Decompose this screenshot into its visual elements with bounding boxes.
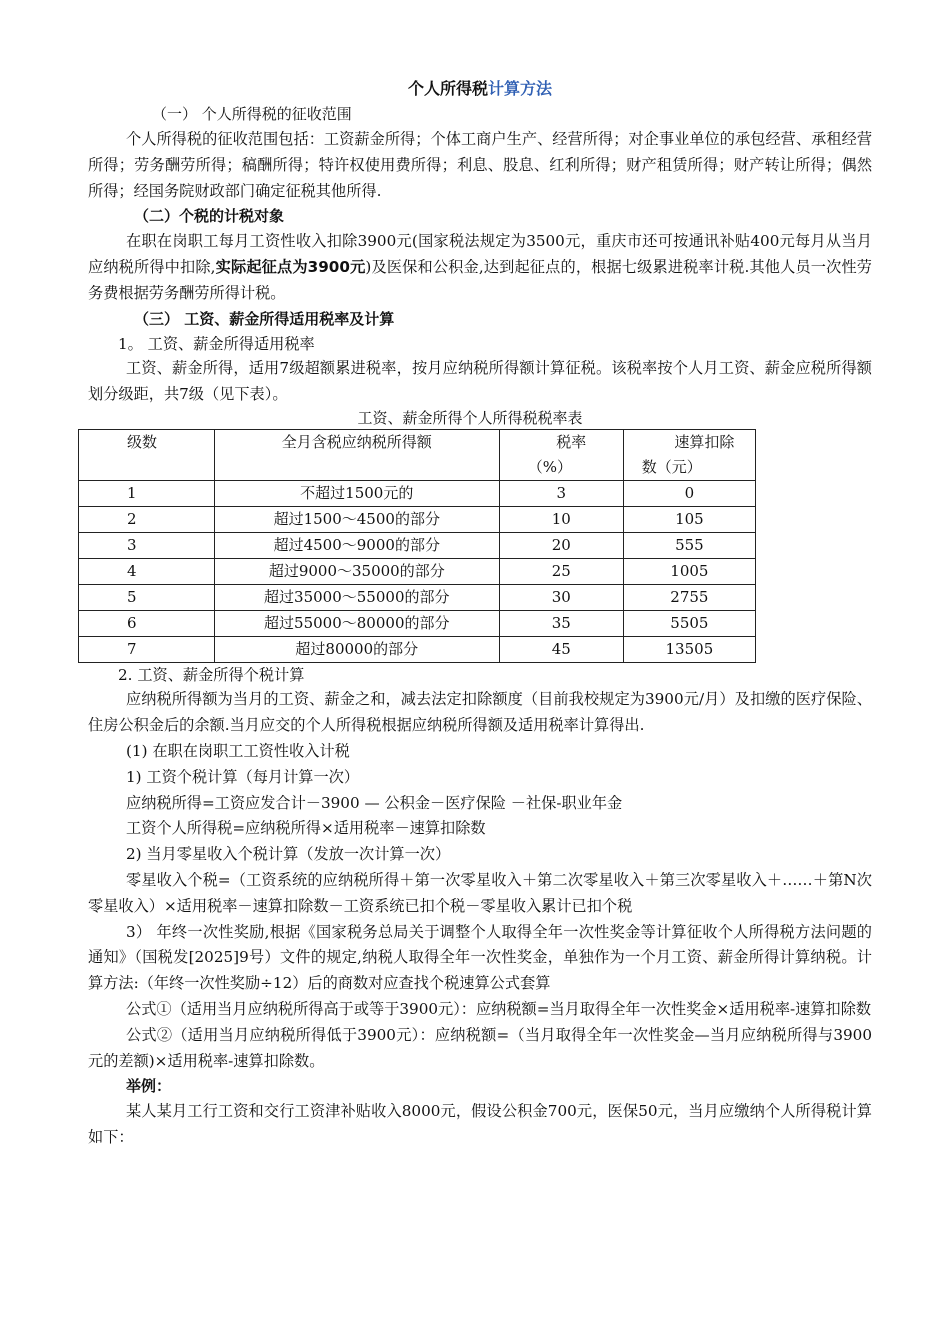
formula-b: 公式②（适用当月应纳税所得低于3900元）：应纳税额=（当月取得全年一次性奖金—当月应纳税所得与3900元的差额)×适用税率-速算扣除数。 [88,1025,872,1070]
row-rate: 35 [499,611,623,637]
header-deduct-line1: 速算扣除 [674,433,735,452]
row-deduct: 13505 [623,637,755,663]
row-level: 5 [79,585,215,611]
calc-sub2: 2. 工资、薪金所得个税计算 [118,666,305,685]
table-row [79,637,756,663]
row-range: 超过80000的部分 [214,637,499,663]
row-deduct: 2755 [623,585,755,611]
table-row [79,611,756,637]
row-rate: 3 [499,481,623,507]
table-row [79,585,756,611]
header-deduct [623,430,755,481]
row-range: 超过9000～35000的部分 [214,559,499,585]
section-3-sub1: 1。 工资、薪金所得适用税率 [118,334,315,353]
calc-item1-3: 3） 年终一次性奖励,根据《国家税务总局关于调整个人取得全年一次性奖金等计算征收个人所得税方法问题的通知》（国税发[2025]9号）文件的规定,纳税人取得全年一次性奖金，单独作为一个月工资、薪金所得计算纳税。计算方法:（年终一次性奖励÷12）后的商数对应查找个税速算公式套算 [88,922,872,993]
row-range: 超过55000～80000的部分 [214,611,499,637]
header-range: 全月含税应纳税所得额 [214,430,499,481]
row-level: 1 [79,481,215,507]
formula-sporadic-income: 零星收入个税=（工资系统的应纳税所得＋第一次零星收入＋第二次零星收入＋第三次零星收入＋……＋第N次零星收入）×适用税率－速算扣除数－工资系统已扣个税－零星收入累计已扣个税 [88,870,872,915]
table-row [79,481,756,507]
section-2-body [88,229,872,306]
section-1-body: 个人所得税的征收范围包括：工资薪金所得；个体工商户生产、经营所得；对企事业单位的承包经营、承租经营所得；劳务酬劳所得；稿酬所得；特许权使用费所得；利息、股息、红利所得；财产租赁所得；财产转让所得；偶然所得；经国务院财政部门确定征税其他所得. [88,130,872,200]
row-range: 超过1500～4500的部分 [214,507,499,533]
calc-item1: (1) 在职在岗职工工资性收入计税 [126,741,350,760]
title-main: 个人所得税 [407,79,488,98]
row-rate: 45 [499,637,623,663]
header-deduct-line2: 数（元） [641,458,702,477]
calc-item1-2: 2) 当月零星收入个税计算（发放一次计算一次） [126,845,451,864]
document-title [88,78,872,100]
example-body: 某人某月工行工资和交行工资津补贴收入8000元，假设公积金700元，医保50元，当月应缴纳个人所得税计算如下： [88,1102,872,1147]
table-caption: 工资、薪金所得个人所得税税率表 [357,409,583,428]
row-deduct: 5505 [623,611,755,637]
title-highlight: 计算方法 [488,79,553,98]
section-2-text-b: )及医保和公积金,达到起征点的，根据七级累进税率计税.其他人员一次性劳务费根据劳务酬劳所得计税。 [88,258,872,302]
header-level: 级数 [79,430,215,481]
section-2-text-a: 在职在岗职工每月工资性收入扣除3900元(国家税法规定为3500元，重庆市还可按通讯补贴400元每月从当月应纳税所得中扣除, [88,232,872,277]
row-level: 4 [79,559,215,585]
row-rate: 20 [499,533,623,559]
row-level: 2 [79,507,215,533]
table-row [79,559,756,585]
calc-sub2-body: 应纳税所得额为当月的工资、薪金之和，减去法定扣除额度（目前我校规定为3900元/月）及扣缴的医疗保险、住房公积金后的余额.当月应交的个人所得税根据应纳税所得额及适用税率计算得出. [88,690,872,735]
row-level: 7 [79,637,215,663]
row-level: 3 [79,533,215,559]
row-rate: 25 [499,559,623,585]
header-rate-line1: 税率 [556,433,587,452]
row-rate: 10 [499,507,623,533]
formula-taxable-income: 应纳税所得=工资应发合计－3900 — 公积金－医疗保险 －社保-职业年金 [126,793,623,812]
row-range: 超过4500～9000的部分 [214,533,499,559]
section-1-heading: （一） 个人所得税的征收范围 [152,105,352,123]
table-header-row [79,430,756,481]
document-page [88,78,872,1151]
row-deduct: 555 [623,533,755,559]
row-level: 6 [79,611,215,637]
row-range: 超过35000～55000的部分 [214,585,499,611]
section-3-heading: （三） 工资、薪金所得适用税率及计算 [134,309,395,328]
row-rate: 30 [499,585,623,611]
section-2-heading: （二）个税的计税对象 [134,207,285,226]
tax-rate-table [78,429,756,663]
table-row [79,533,756,559]
formula-salary-tax: 工资个人所得税=应纳税所得×适用税率－速算扣除数 [126,819,486,838]
calc-item1-1: 1) 工资个税计算（每月计算一次） [126,767,360,786]
row-deduct: 1005 [623,559,755,585]
example-label: 举例： [126,1077,172,1096]
row-range: 不超过1500元的 [214,481,499,507]
table-row [79,507,756,533]
header-rate-line2: （%） [527,458,572,477]
formula-a: 公式①（适用当月应纳税所得高于或等于3900元）：应纳税额=当月取得全年一次性奖金×适用税率-速算扣除数 [126,999,872,1018]
row-deduct: 105 [623,507,755,533]
header-rate [499,430,623,481]
section-2-bold-text: 实际起征点为3900元 [215,258,366,277]
row-deduct: 0 [623,481,755,507]
section-3-sub1-body: 工资、薪金所得，适用7级超额累进税率，按月应纳税所得额计算征税。该税率按个人月工资、薪金应税所得额划分级距，共7级（见下表）。 [88,358,872,403]
